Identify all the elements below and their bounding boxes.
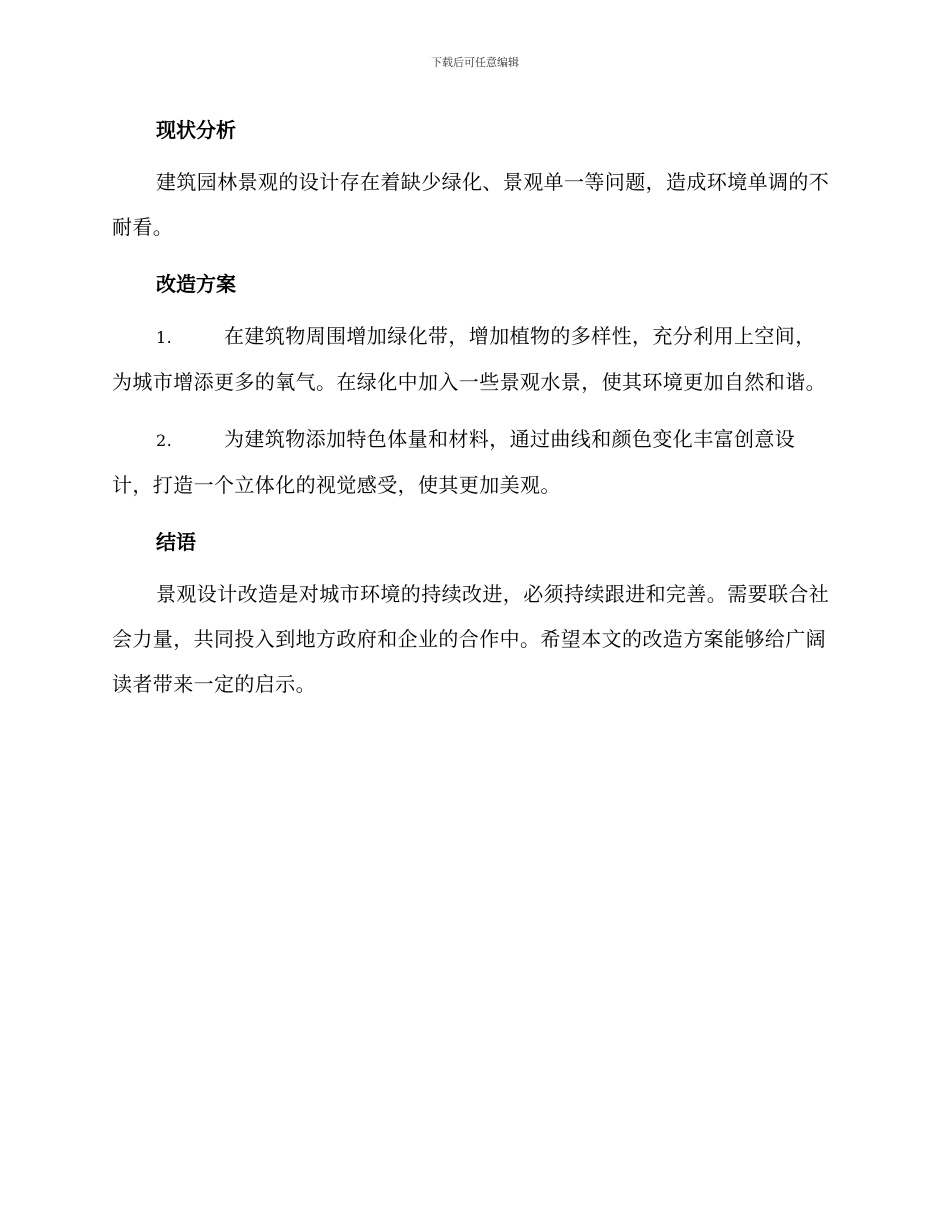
plan-item-number: 1. — [156, 328, 173, 347]
plan-item-1 — [112, 314, 832, 405]
section-heading-plan: 改造方案 — [156, 272, 236, 296]
section-heading-conclusion: 结语 — [156, 530, 196, 554]
plan-item-text: 为建筑物添加特色体量和材料，通过曲线和颜色变化丰富创意设计，打造一个立体化的视觉感受，使其更加美观。 — [112, 427, 796, 497]
page-header: 下载后可任意编辑 — [431, 56, 519, 69]
plan-item-number: 2. — [156, 431, 173, 450]
plan-item-text: 在建筑物周围增加绿化带，增加植物的多样性，充分利用上空间，为城市增添更多的氧气。在绿化中加入一些景观水景，使其环境更加自然和谐。 — [112, 324, 826, 394]
document-body — [112, 108, 832, 719]
section-heading-status: 现状分析 — [156, 118, 236, 142]
status-paragraph: 建筑园林景观的设计存在着缺少绿化、景观单一等问题，造成环境单调的不耐看。 — [112, 170, 830, 239]
plan-item-2 — [112, 417, 832, 508]
conclusion-paragraph: 景观设计改造是对城市环境的持续改进，必须持续跟进和完善。需要联合社会力量，共同投入到地方政府和企业的合作中。希望本文的改造方案能够给广阔读者带来一定的启示。 — [112, 582, 830, 696]
